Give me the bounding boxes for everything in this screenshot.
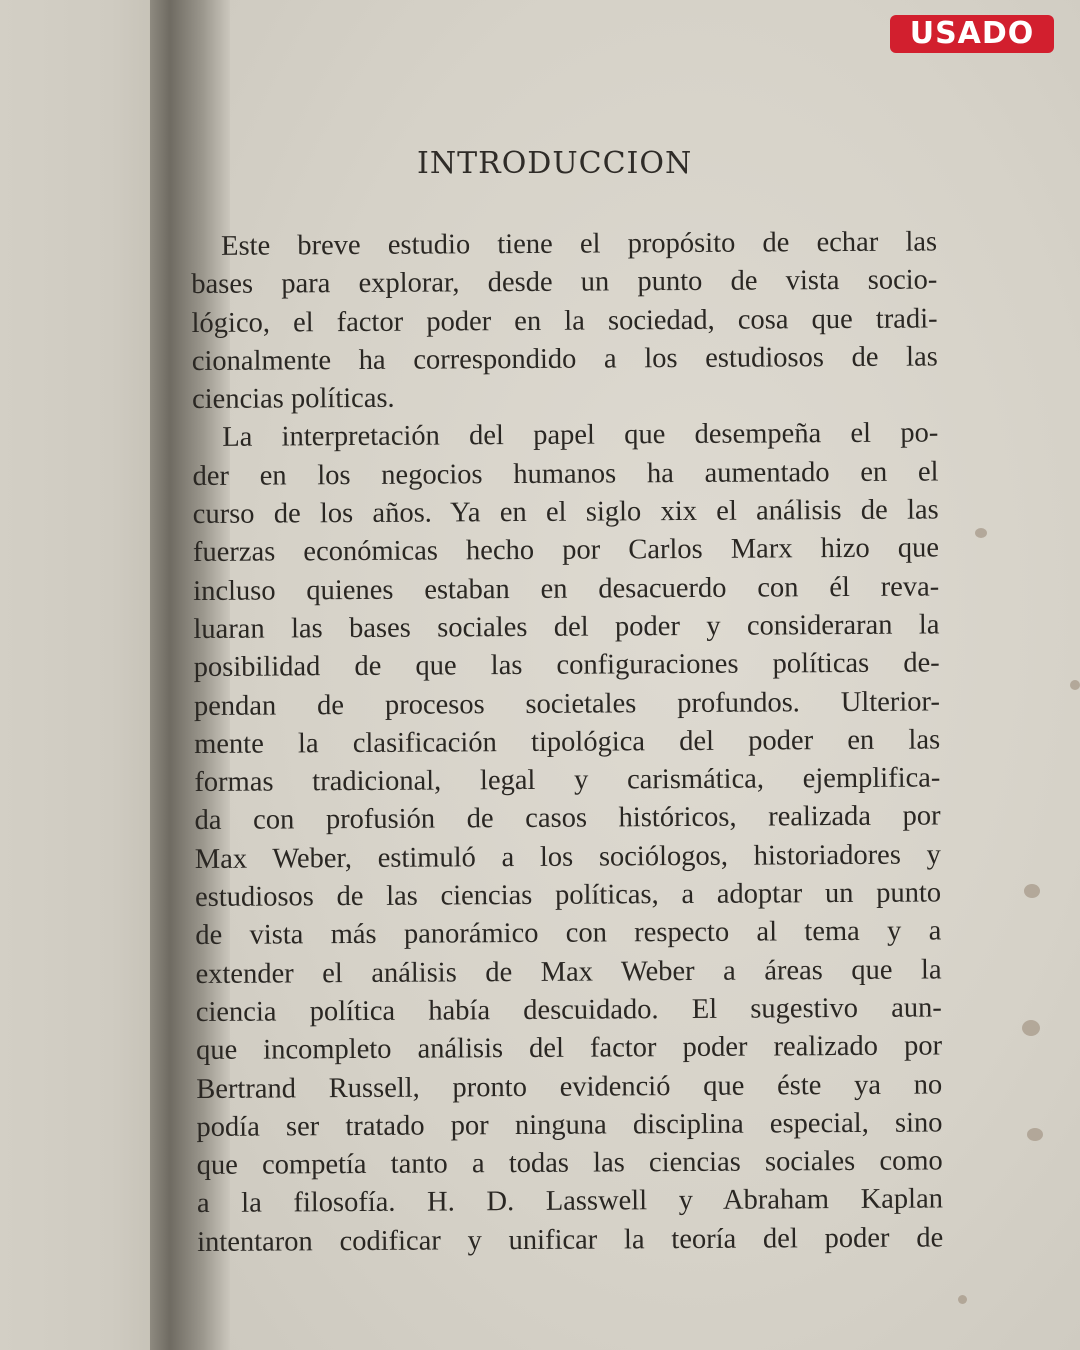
text-line: a la filosofía. H. D. Lasswell y Abraham Kaplan [196, 1183, 944, 1220]
foxing-spot [975, 528, 987, 538]
text-line: de vista más panorámico con respecto al tema y a [195, 915, 942, 952]
text-line: mente la clasificación tipológica del poder en las [194, 724, 941, 760]
text-line: intentaron codificar y unificar la teoría del poder de [197, 1222, 944, 1258]
text-line: curso de los años. Ya en el siglo xix el análisis de las [192, 494, 939, 531]
text-line: pendan de procesos societales profundos. Ulterior- [193, 685, 941, 722]
text-line: posibilidad de que las configuraciones políticas de- [193, 647, 940, 684]
body-text [191, 223, 943, 1262]
left-page [0, 0, 160, 1350]
text-line: ciencia política había descuidado. El sugestivo aun- [195, 992, 942, 1028]
text-line: que competía tanto a todas las ciencias sociales como [196, 1145, 943, 1182]
text-line: bases para explorar, desde un punto de vista socio- [191, 264, 938, 301]
text-line: que incompleto análisis del factor poder realizado por [195, 1030, 943, 1067]
foxing-spot [1070, 680, 1080, 690]
foxing-spot [958, 1295, 967, 1304]
foxing-spot [1022, 1020, 1040, 1036]
text-line: cionalmente ha correspondido a los estudiosos de las [191, 341, 938, 377]
text-line: formas tradicional, legal y carismática, ejemplifica- [194, 762, 941, 799]
text-line: extender el análisis de Max Weber a áreas que la [195, 954, 942, 990]
used-badge: USADO [890, 15, 1054, 53]
text-line: luaran las bases sociales del poder y consideraran la [193, 609, 940, 645]
foxing-spot [1024, 884, 1040, 898]
text-line: incluso quienes estaban en desacuerdo con él reva- [193, 571, 940, 607]
text-line: Max Weber, estimuló a los sociólogos, historiadores y [194, 839, 941, 875]
foxing-spot [1027, 1128, 1043, 1141]
text-line: ciencias políticas. [191, 382, 395, 416]
text-line: Bertrand Russell, pronto evidenció que éste ya no [196, 1068, 943, 1105]
text-line: La interpretación del papel que desempeña el po- [222, 417, 939, 454]
chapter-title: INTRODUCCION [417, 146, 693, 181]
text-line: da con profusión de casos históricos, realizada por [194, 800, 941, 837]
text-line: der en los negocios humanos ha aumentado en el [192, 456, 939, 492]
text-line: estudiosos de las ciencias políticas, a adoptar un punto [194, 877, 942, 914]
text-line: podía ser tratado por ninguna disciplina especial, sino [196, 1107, 943, 1143]
text-line: lógico, el factor poder en la sociedad, cosa que tradi- [191, 303, 938, 339]
text-line: fuerzas económicas hecho por Carlos Marx hizo que [192, 532, 940, 569]
text-line: Este breve estudio tiene el propósito de echar las [221, 226, 938, 262]
